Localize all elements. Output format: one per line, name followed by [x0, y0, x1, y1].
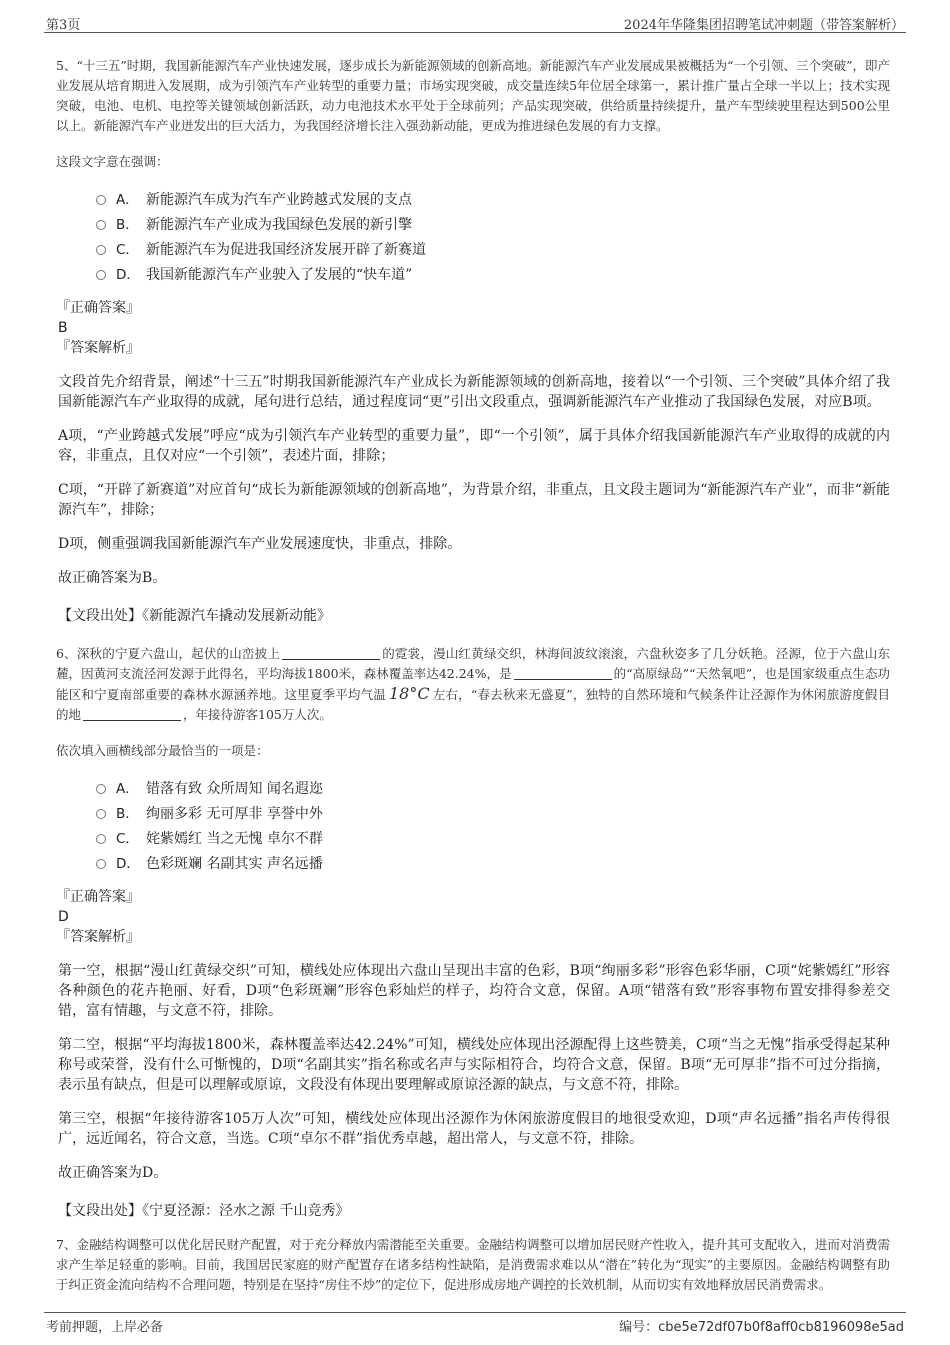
question-5-options [96, 188, 890, 288]
analysis-paragraph: 第三空，根据“年接待游客105万人次”可知，横线处应体现出泾源作为休闲旅游度假目的地很受欢迎，D项“声名远播”指名声传得很广，远近闻名，符合文意，当选。C项“卓尔不群”指优秀卓越，超出常人，与文意不符，排除。 [58, 1111, 890, 1147]
question-6-options [96, 777, 890, 877]
option-text: 色彩斑斓 名副其实 声名远播 [146, 856, 323, 872]
question-6-text: 6、深秋的宁夏六盘山，起伏的山峦披上 的霓裳，漫山红黄绿交织，林海间波纹滚滚，六盘秋姿多了几分妖艳。泾源，位于六盘山东麓，因黄河支流泾河发源于此得名，平均海拔1800米，森林覆盖率达42.24%，是 的“高原绿岛”“天然氧吧”，也是国家级重点生态功能区和宁夏南部重要的森林水源涵养地。这里夏季平均气温 18°C 左右，“春去秋来无盛夏”，独特的自然环境和气候条件让泾源作为休闲旅游度假目的地 ，年接待游客105万人次。 [56, 646, 891, 722]
question-5-text: 5、“十三五”时期，我国新能源汽车产业快速发展，逐步成长为新能源领域的创新高地。新能源汽车产业发展成果被概括为“一个引领、三个突破”，即产业发展从培育期进入发展期，成为引领汽车产业转型的重要力量；市场实现突破，成交量连续5年位居全球第一，累计推广量占全球一半以上；技术实现突破，电池、电机、电控等关键领域创新活跃，动力电池技术水平处于全球前列；产品实现突破，供给质量持续提升，量产车型续驶里程达到500公里以上。新能源汽车产业迸发出的巨大活力，为我国经济增长注入强劲新动能，更成为推进绿色发展的有力支撑。 [56, 58, 890, 133]
text-source: 【文段出处】《宁夏泾源：泾水之源 千山竞秀》 [58, 1203, 350, 1219]
question-5 [56, 56, 890, 626]
analysis-paragraph: D项，侧重强调我国新能源汽车产业发展速度快，非重点，排除。 [58, 536, 462, 552]
option-text: 我国新能源汽车产业驶入了发展的“快车道” [146, 267, 413, 283]
option-c[interactable]: C． 姹紫嫣红 当之无愧 卓尔不群 [96, 827, 890, 852]
question-6 [56, 644, 890, 1221]
correct-answer: D [58, 909, 69, 925]
page-content [56, 56, 890, 1295]
option-text: 绚丽多彩 无可厚非 享誉中外 [146, 806, 323, 822]
question-5-prompt: 这段文字意在强调： [56, 154, 169, 169]
option-d[interactable]: D． 色彩斑斓 名副其实 声名远播 [96, 852, 890, 877]
page-number: 第3页 [46, 18, 81, 33]
radio-icon[interactable] [96, 245, 106, 255]
option-b[interactable]: B． 绚丽多彩 无可厚非 享誉中外 [96, 802, 890, 827]
document-id: 编号：cbe5e72df07b0f8aff0cb8196098e5ad [619, 1320, 904, 1335]
correct-answer: B [58, 320, 68, 336]
text-source: 【文段出处】《新能源汽车撬动发展新动能》 [58, 608, 331, 624]
analysis-paragraph: 第一空，根据“漫山红黄绿交织”可知，横线处应体现出六盘山呈现出丰富的色彩，B项“绚丽多彩”形容色彩华丽，C项“姹紫嫣红”形容各种颜色的花卉艳丽、好看，D项“色彩斑斓”形容色彩灿烂的样子，均符合文意，保留。A项“错落有致”形容事物布置安排得参差交错，富有情趣，与文意不符，排除。 [58, 963, 890, 1019]
analysis-paragraph: 故正确答案为D。 [58, 1165, 168, 1181]
analysis-paragraph: 第二空，根据“平均海拔1800米，森林覆盖率达42.24%”可知，横线处应体现出泾源配得上这些赞美，C项“当之无愧”指承受得起某种称号或荣誉，没有什么可惭愧的，D项“名副其实”指名称或名声与实际相符合，均符合文意，保留。B项“无可厚非”指不可过分指摘，表示虽有缺点，但是可以理解或原谅，文段没有体现出要理解或原谅泾源的缺点，与文意不符，排除。 [58, 1037, 890, 1093]
radio-icon[interactable] [96, 784, 106, 794]
analysis-paragraph: C项，“开辟了新赛道”对应首句“成长为新能源领域的创新高地”，为背景介绍，非重点，且文段主题词为“新能源汽车产业”，而非“新能源汽车”，排除； [58, 482, 890, 518]
document-title: 2024年华隆集团招聘笔试冲刺题（带答案解析） [623, 18, 904, 33]
radio-icon[interactable] [96, 220, 106, 230]
option-a[interactable]: A． 新能源汽车成为汽车产业跨越式发展的支点 [96, 188, 890, 213]
page-footer [44, 1312, 906, 1333]
analysis-paragraph: 故正确答案为B。 [58, 570, 167, 586]
option-b[interactable]: B． 新能源汽车产业成为我国绿色发展的新引擎 [96, 213, 890, 238]
radio-icon[interactable] [96, 859, 106, 869]
question-7-text: 7、金融结构调整可以优化居民财产配置，对于充分释放内需潜能至关重要。金融结构调整可以增加居民财产性收入，提升其可支配收入，进而对消费需求产生举足轻重的影响。目前，我国居民家庭的财产配置存在诸多结构性缺陷，是消费需求难以从“潜在”转化为“现实”的主要原因。金融结构调整有助于纠正资金流向结构不合理问题，特别是在坚持“房住不炒”的定位下，促进形成房地产调控的长效机制，从而切实有效地释放居民消费需求。 [56, 1237, 890, 1292]
option-text: 新能源汽车产业成为我国绿色发展的新引擎 [146, 217, 412, 233]
radio-icon[interactable] [96, 195, 106, 205]
radio-icon[interactable] [96, 834, 106, 844]
option-text: 姹紫嫣红 当之无愧 卓尔不群 [146, 831, 323, 847]
fill-blank-3[interactable] [83, 707, 181, 721]
question-7 [56, 1235, 890, 1295]
radio-icon[interactable] [96, 270, 106, 280]
temperature: 18°C [389, 684, 430, 703]
answer-label: 『正确答案』 [56, 300, 140, 316]
option-a[interactable]: A． 错落有致 众所周知 闻名遐迩 [96, 777, 890, 802]
option-d[interactable]: D． 我国新能源汽车产业驶入了发展的“快车道” [96, 263, 890, 288]
page-header [44, 14, 906, 33]
footer-slogan: 考前押题，上岸必备 [46, 1320, 164, 1335]
option-text: 错落有致 众所周知 闻名遐迩 [146, 781, 323, 797]
option-text: 新能源汽车成为汽车产业跨越式发展的支点 [146, 192, 412, 208]
radio-icon[interactable] [96, 809, 106, 819]
analysis-label: 『答案解析』 [56, 929, 140, 945]
option-c[interactable]: C． 新能源汽车为促进我国经济发展开辟了新赛道 [96, 238, 890, 263]
fill-blank-2[interactable] [514, 666, 612, 680]
analysis-label: 『答案解析』 [56, 340, 140, 356]
answer-label: 『正确答案』 [56, 889, 140, 905]
fill-blank-1[interactable] [282, 646, 380, 660]
analysis-paragraph: 文段首先介绍背景，阐述“十三五”时期我国新能源汽车产业成长为新能源领域的创新高地，接着以“一个引领、三个突破”具体介绍了我国新能源汽车产业取得的成就，尾句进行总结，通过程度词“更”引出文段重点，强调新能源汽车产业推动了我国绿色发展，对应B项。 [58, 374, 890, 410]
question-6-prompt: 依次填入画横线部分最恰当的一项是： [56, 743, 269, 758]
option-text: 新能源汽车为促进我国经济发展开辟了新赛道 [146, 242, 426, 258]
analysis-paragraph: A项，“产业跨越式发展”呼应“成为引领汽车产业转型的重要力量”，即“一个引领”，属于具体介绍我国新能源汽车产业取得的成就的内容，非重点，且仅对应“一个引领”，表述片面，排除； [58, 428, 890, 464]
